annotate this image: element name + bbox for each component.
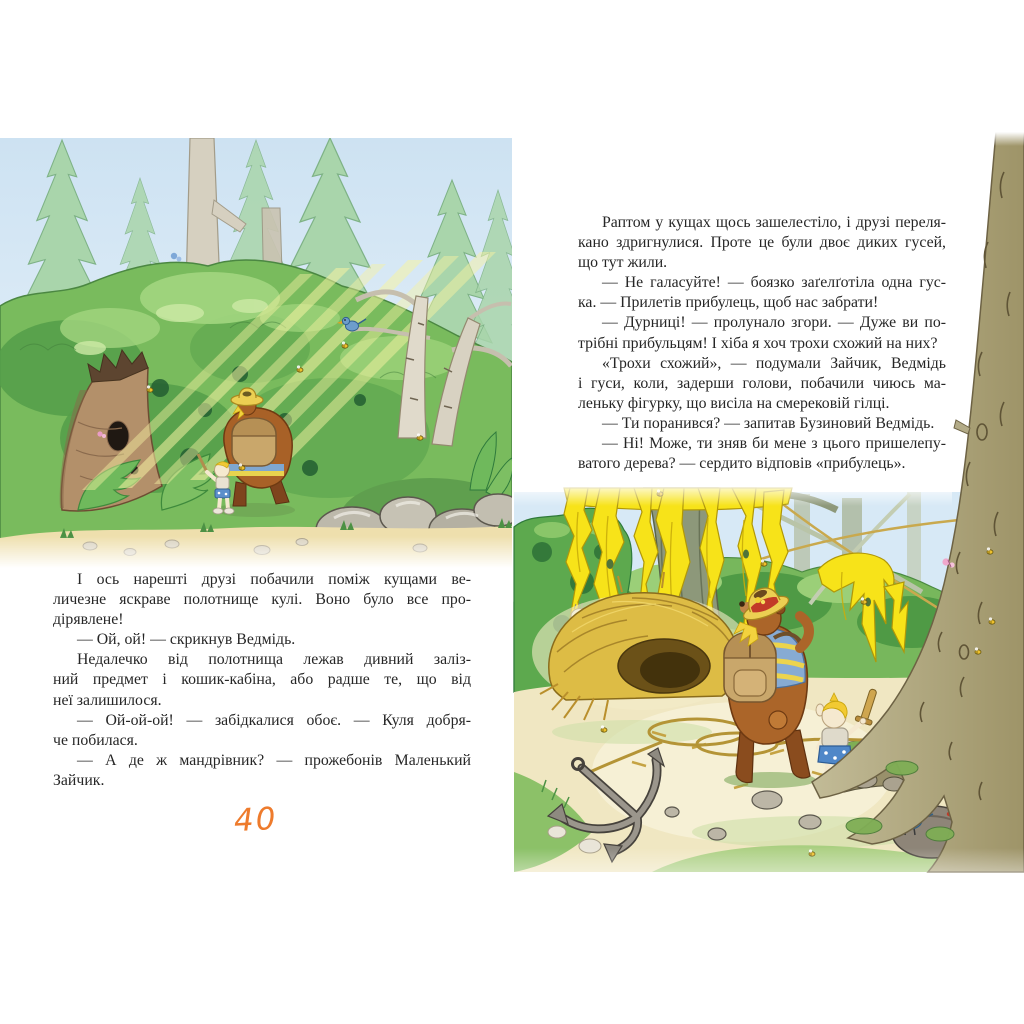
text-line: Раптом у кущах щось зашелестіло, і друзі переля-	[602, 214, 946, 231]
text-line: личезне яскраве полотнище кулі. Воно було все про-	[53, 591, 471, 609]
text-line: — Ой, ой! — скрикнув Ведмідь.	[77, 631, 296, 649]
text-line: — А де ж мандрівник? — прожебонів Маленький	[77, 751, 471, 769]
text-line: — Дурниці! — пролунало згори. — Дуже ви по-	[602, 314, 946, 332]
text-line: Зайчик.	[53, 771, 105, 789]
text-line: Недалечко від полотнища лежав дивний заліз-	[77, 651, 471, 669]
text-line: що тут жили.	[578, 254, 668, 272]
left-illustration-forest-walk	[0, 138, 512, 568]
text-line: «Трохи схожий», — подумали Зайчик, Ведмідь	[602, 354, 946, 372]
text-line: неї залишилося.	[53, 691, 162, 709]
text-line: і гуси, коли, задерши голови, побачили чиюсь ма-	[578, 374, 946, 392]
right-text-block	[578, 213, 946, 474]
text-line: дірявлене!	[53, 611, 124, 629]
branch-stub	[954, 420, 970, 434]
text-line: — Ой-ой-ой! — забідкалися обоє. — Куля добря-	[77, 711, 471, 729]
bottom-fade	[512, 848, 1024, 908]
text-line: ватого дерева? — сердито відповів «прибулець».	[578, 455, 906, 473]
text-line: трібні прибульцям! І хіба я хоч трохи схожий на них?	[578, 334, 938, 352]
text-line: че побилася.	[53, 731, 138, 749]
text-line: леньку фігурку, що висіла на смерековій гілці.	[578, 394, 890, 412]
text-line: — Ти поранився? — запитав Бузиновий Ведмідь.	[602, 414, 935, 432]
text-line: — Не галасуйте! — боязко заґелґотіла одна гус-	[602, 274, 946, 292]
top-fade	[512, 482, 952, 506]
text-line: — Ні! Може, ти зняв би мене з цього пришелепу-	[602, 435, 946, 453]
trunk-top-fade	[952, 132, 1024, 146]
text-line: ний предмет і кошик-кабіна, або радше те, що від	[53, 671, 471, 689]
left-text-block	[53, 570, 471, 791]
bottom-fade	[0, 536, 512, 568]
text-line: І ось нарешті друзі побачили поміж кущами ве-	[77, 571, 471, 588]
text-line: кано здригнулися. Проте це були двоє диких гусей,	[578, 234, 946, 252]
text-line: ка. — Прилетів прибулець, щоб нас забрати!	[578, 294, 879, 312]
page-number: 40	[233, 800, 279, 840]
right-page	[512, 0, 1024, 1024]
